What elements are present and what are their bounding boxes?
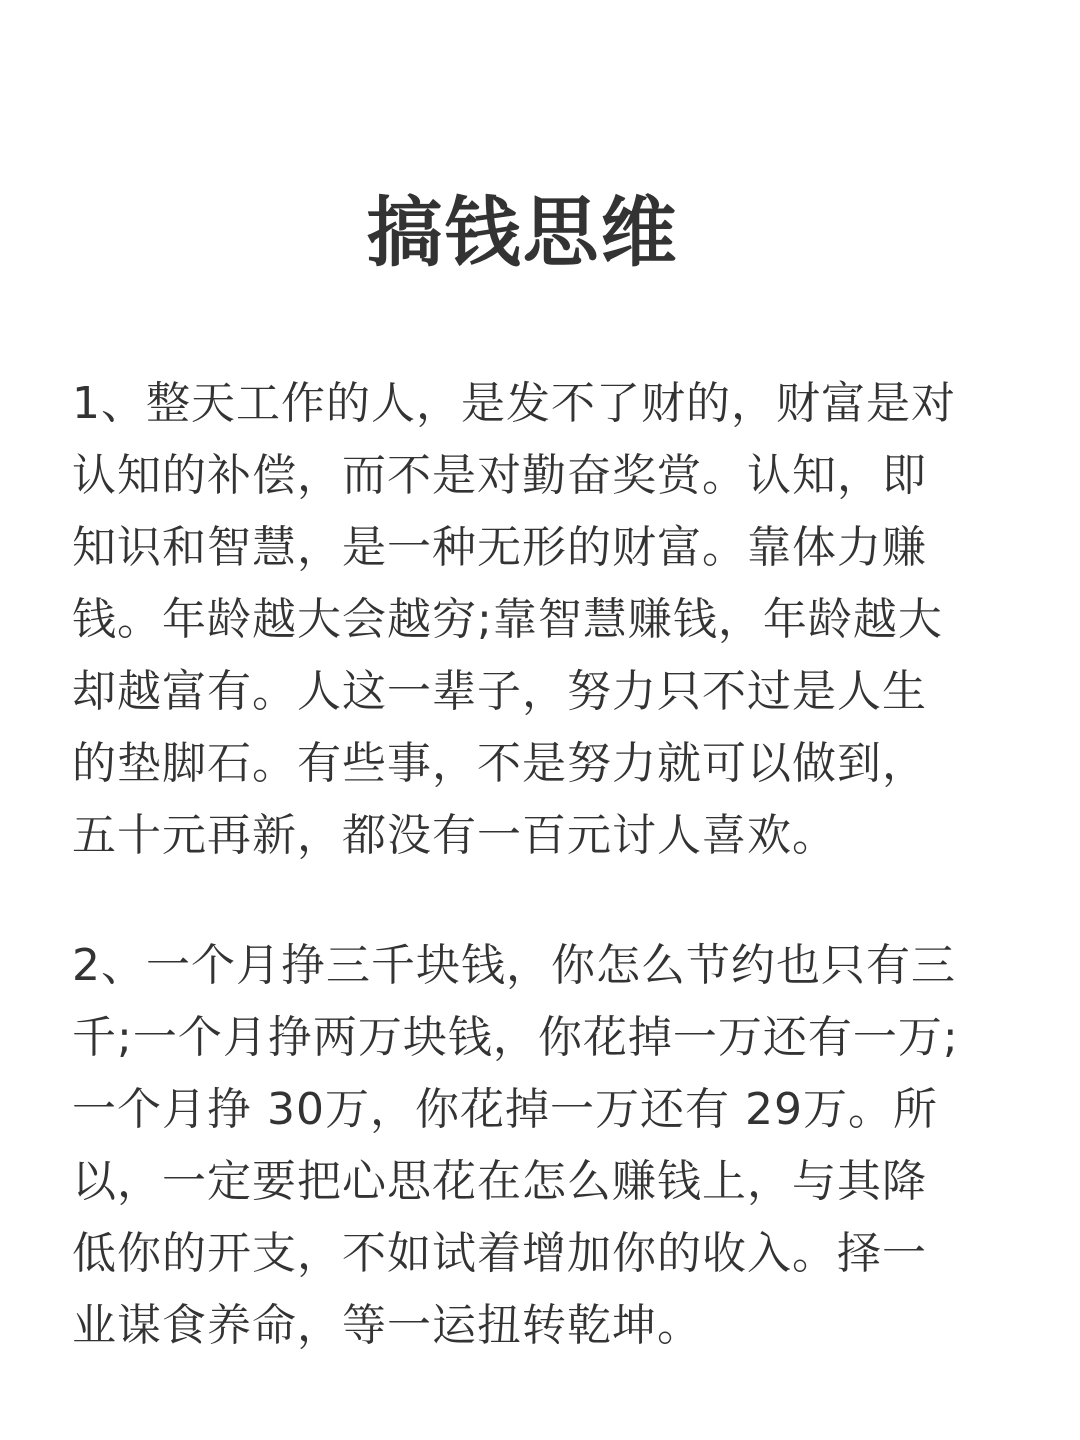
article-title: 搞钱思维	[366, 188, 679, 277]
paragraph-line: 钱。年龄越大会越穷;靠智慧赚钱，年龄越大	[72, 594, 943, 645]
paragraph-line: 业谋食养命，等一运扭转乾坤。	[72, 1300, 702, 1351]
paragraph-line: 1、整天工作的人，是发不了财的，财富是对	[72, 378, 956, 429]
paragraph-line: 2、一个月挣三千块钱，你怎么节约也只有三	[72, 940, 956, 991]
paragraph-line: 却越富有。人这一辈子，努力只不过是人生	[72, 666, 927, 717]
paragraph-line: 的垫脚石。有些事，不是努力就可以做到，	[72, 738, 927, 789]
paragraph-line: 知识和智慧，是一种无形的财富。靠体力赚	[72, 522, 927, 573]
paragraph-line: 以，一定要把心思花在怎么赚钱上，与其降	[72, 1156, 927, 1207]
paragraph-line: 认知的补偿，而不是对勤奋奖赏。认知，即	[72, 450, 927, 501]
paragraph-line: 千;一个月挣两万块钱，你花掉一万还有一万;	[72, 1012, 959, 1063]
paragraph-line: 五十元再新，都没有一百元讨人喜欢。	[72, 810, 837, 861]
paragraph-line: 低你的开支，不如试着增加你的收入。择一	[72, 1228, 927, 1279]
paragraph-line: 一个月挣 30万，你花掉一万还有 29万。所	[72, 1084, 938, 1135]
paragraph-1	[72, 368, 1022, 872]
paragraph-2	[72, 930, 1022, 1362]
